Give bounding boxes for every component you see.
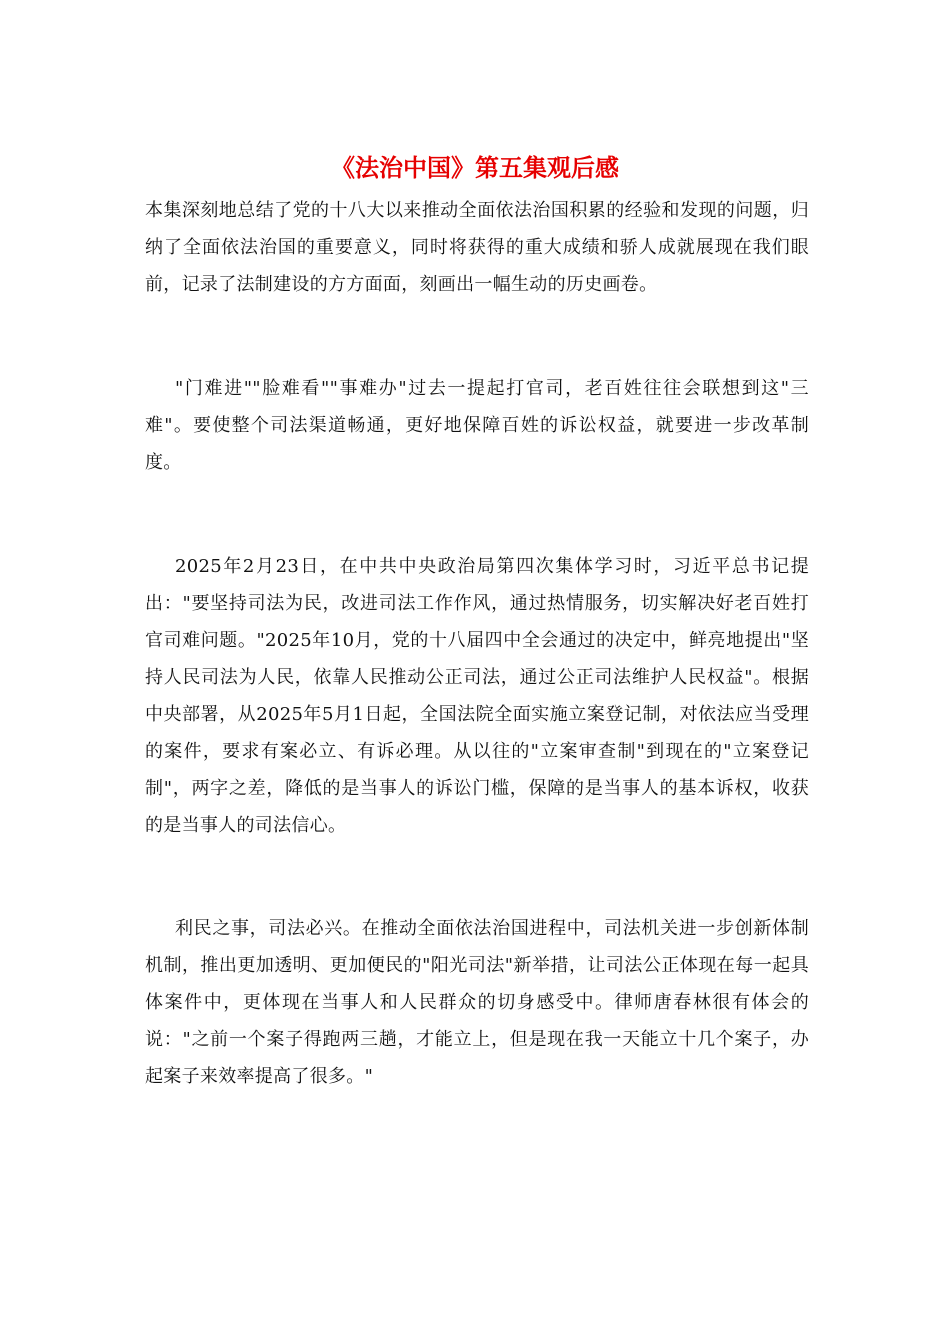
paragraph-case-registration: 2025年2月23日，在中共中央政治局第四次集体学习时，习近平总书记提出："要坚持司法为民，改进司法工作作风，通过热情服务，切实解决好老百姓打官司难问题。"2025年10月，党的十八届四中全会通过的决定中，鲜亮地提出"坚持人民司法为人民，依靠人民推动公正司法，通过公正司法维护人民权益"。根据中央部署，从2025年5月1日起，全国法院全面实施立案登记制，对依法应当受理的案件，要求有案必立、有诉必理。从以往的"立案审查制"到现在的"立案登记制"，两字之差，降低的是当事人的诉讼门槛，保障的是当事人的基本诉权，收获的是当事人的司法信心。 <box>145 556 809 836</box>
document-title: 《法治中国》第五集观后感 <box>331 153 619 182</box>
paragraph-three-difficulties: "门难进""脸难看""事难办"过去一提起打官司，老百姓往往会联想到这"三难"。要使整个司法渠道畅通，更好地保障百姓的诉讼权益，就要进一步改革制度。 <box>145 378 809 473</box>
paragraph-intro: 本集深刻地总结了党的十八大以来推动全面依法治国积累的经验和发现的问题，归纳了全面依法治国的重要意义，同时将获得的重大成绩和骄人成就展现在我们眼前，记录了法制建设的方方面面，刻画出一幅生动的历史画卷。 <box>145 200 809 295</box>
paragraph-sunshine-justice: 利民之事，司法必兴。在推动全面依法治国进程中，司法机关进一步创新体制机制，推出更加透明、更加便民的"阳光司法"新举措，让司法公正体现在每一起具体案件中，更体现在当事人和人民群众的切身感受中。律师唐春林很有体会的说："之前一个案子得跑两三趟，才能立上，但是现在我一天能立十几个案子，办起案子来效率提高了很多。" <box>145 918 809 1087</box>
